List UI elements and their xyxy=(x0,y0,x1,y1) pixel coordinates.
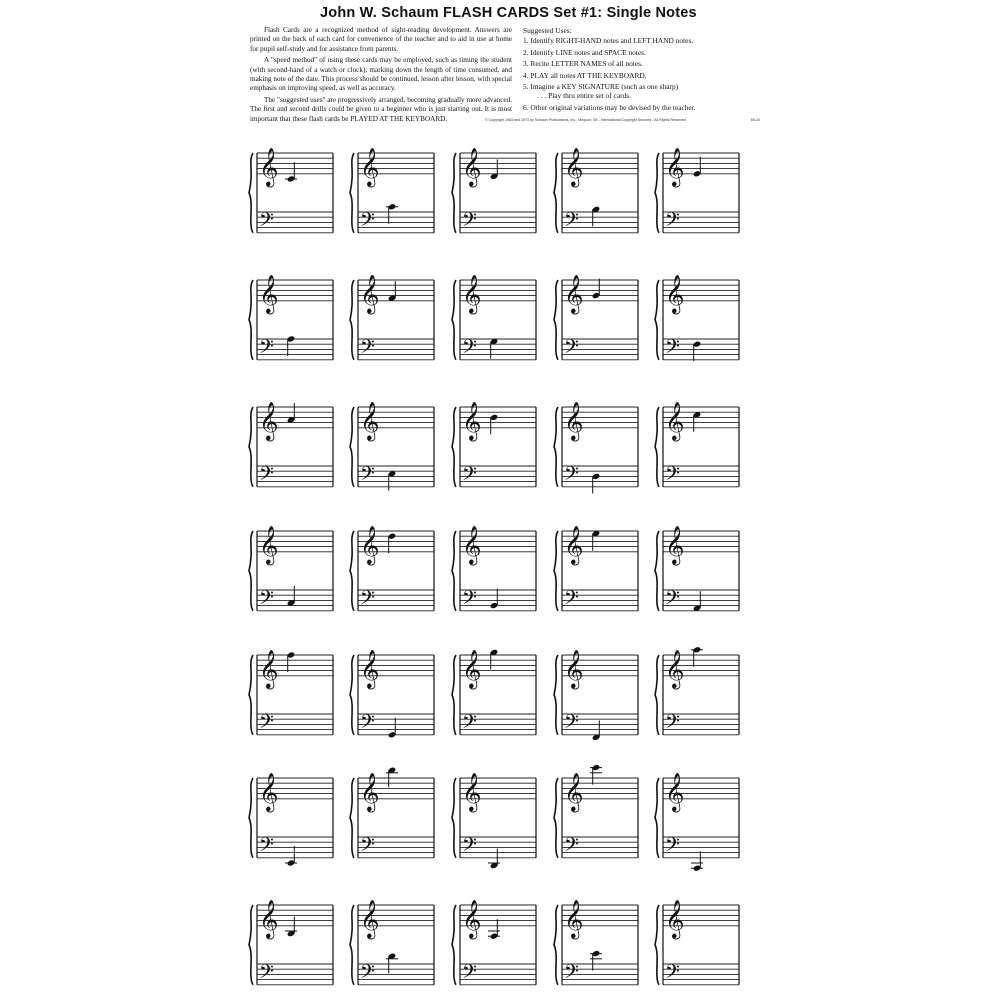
flash-card xyxy=(649,385,745,505)
flash-card xyxy=(344,883,440,1003)
flash-card xyxy=(446,633,542,753)
treble-clef-icon: 𝄞 xyxy=(360,400,380,440)
brace-icon xyxy=(554,407,558,487)
treble-clef-icon: 𝄞 xyxy=(259,146,279,186)
bass-clef-icon: 𝄢 xyxy=(259,587,274,614)
treble-clef-icon: 𝄞 xyxy=(665,648,685,688)
treble-clef-icon: 𝄞 xyxy=(665,898,685,938)
treble-clef-icon: 𝄞 xyxy=(360,146,380,186)
flash-card xyxy=(344,131,440,251)
brace-icon xyxy=(452,655,456,735)
bass-clef-icon: 𝄢 xyxy=(259,336,274,363)
treble-clef-icon: 𝄞 xyxy=(564,898,584,938)
brace-icon xyxy=(249,280,253,360)
brace-icon xyxy=(249,407,253,487)
bass-clef-icon: 𝄢 xyxy=(360,209,375,236)
brace-icon xyxy=(350,407,354,487)
flash-card xyxy=(649,633,745,753)
brace-icon xyxy=(655,153,659,233)
flash-card xyxy=(548,258,644,378)
flash-card xyxy=(548,131,644,251)
treble-clef-icon: 𝄞 xyxy=(259,524,279,564)
suggested-use-item: 5. Imagine a KEY SIGNATURE (such as one sharp) xyxy=(523,82,679,92)
flash-card xyxy=(548,385,644,505)
flash-card xyxy=(446,509,542,629)
suggested-uses-heading: Suggested Uses: xyxy=(523,26,572,35)
flash-card xyxy=(649,131,745,251)
treble-clef-icon: 𝄞 xyxy=(665,524,685,564)
treble-clef-icon: 𝄞 xyxy=(564,524,584,564)
brace-icon xyxy=(554,655,558,735)
bass-clef-icon: 𝄢 xyxy=(665,336,680,363)
bass-clef-icon: 𝄢 xyxy=(259,961,274,988)
flash-card xyxy=(344,509,440,629)
suggested-use-item: 6. Other original variations may be devised by the teacher. xyxy=(523,102,696,112)
bass-clef-icon: 𝄢 xyxy=(665,209,680,236)
bass-clef-icon: 𝄢 xyxy=(462,463,477,490)
suggested-use-item: 2. Identify LINE notes and SPACE notes. xyxy=(523,47,646,57)
bass-clef-icon: 𝄢 xyxy=(665,587,680,614)
bass-clef-icon: 𝄢 xyxy=(564,834,579,861)
brace-icon xyxy=(554,778,558,858)
flash-card xyxy=(446,756,542,876)
flash-card xyxy=(548,633,644,753)
bass-clef-icon: 𝄢 xyxy=(462,587,477,614)
flash-card xyxy=(548,883,644,1003)
treble-clef-icon: 𝄞 xyxy=(564,146,584,186)
treble-clef-icon: 𝄞 xyxy=(462,648,482,688)
flash-card xyxy=(243,385,339,505)
treble-clef-icon: 𝄞 xyxy=(259,771,279,811)
treble-clef-icon: 𝄞 xyxy=(665,771,685,811)
flash-card xyxy=(548,509,644,629)
treble-clef-icon: 𝄞 xyxy=(665,146,685,186)
treble-clef-icon: 𝄞 xyxy=(360,273,380,313)
bass-clef-icon: 𝄢 xyxy=(462,336,477,363)
flash-card xyxy=(649,258,745,378)
brace-icon xyxy=(350,655,354,735)
flash-card xyxy=(243,258,339,378)
bass-clef-icon: 𝄢 xyxy=(564,711,579,738)
brace-icon xyxy=(554,153,558,233)
brace-icon xyxy=(655,280,659,360)
bass-clef-icon: 𝄢 xyxy=(259,711,274,738)
brace-icon xyxy=(655,407,659,487)
treble-clef-icon: 𝄞 xyxy=(665,400,685,440)
treble-clef-icon: 𝄞 xyxy=(462,273,482,313)
brace-icon xyxy=(554,280,558,360)
bass-clef-icon: 𝄢 xyxy=(360,587,375,614)
brace-icon xyxy=(350,778,354,858)
treble-clef-icon: 𝄞 xyxy=(564,273,584,313)
bass-clef-icon: 𝄢 xyxy=(665,834,680,861)
bass-clef-icon: 𝄢 xyxy=(360,961,375,988)
flash-card xyxy=(243,883,339,1003)
flash-card xyxy=(446,131,542,251)
brace-icon xyxy=(452,280,456,360)
bass-clef-icon: 𝄢 xyxy=(360,711,375,738)
bass-clef-icon: 𝄢 xyxy=(259,463,274,490)
brace-icon xyxy=(350,153,354,233)
treble-clef-icon: 𝄞 xyxy=(259,648,279,688)
brace-icon xyxy=(249,531,253,611)
suggested-use-continuation: . . . Play thru entire set of cards. xyxy=(537,91,631,101)
suggested-use-item: 4. PLAY all notes AT THE KEYBOARD. xyxy=(523,70,647,80)
page-title: John W. Schaum FLASH CARDS Set #1: Single Notes xyxy=(320,5,697,21)
bass-clef-icon: 𝄢 xyxy=(360,336,375,363)
brace-icon xyxy=(452,153,456,233)
treble-clef-icon: 𝄞 xyxy=(462,400,482,440)
treble-clef-icon: 𝄞 xyxy=(259,400,279,440)
flash-card xyxy=(446,385,542,505)
brace-icon xyxy=(452,531,456,611)
bass-clef-icon: 𝄢 xyxy=(665,463,680,490)
bass-clef-icon: 𝄢 xyxy=(462,209,477,236)
treble-clef-icon: 𝄞 xyxy=(259,273,279,313)
flash-card xyxy=(243,633,339,753)
copyright-text: © Copyright 1963 and 1973 by Schaum Publications, Inc., Mequon, WI - International Copyright Secured - All Rights Reserved xyxy=(485,118,686,122)
treble-clef-icon: 𝄞 xyxy=(259,898,279,938)
treble-clef-icon: 𝄞 xyxy=(360,898,380,938)
brace-icon xyxy=(655,531,659,611)
intro-paragraph: Flash Cards are a recognized method of sight-reading development. Answers are printed on the back of each card for convenience of the teacher and to aid in use at home for pupil self-study and for assistance from parents. xyxy=(250,26,512,53)
flash-card xyxy=(344,385,440,505)
bass-clef-icon: 𝄢 xyxy=(462,711,477,738)
flash-card xyxy=(548,756,644,876)
treble-clef-icon: 𝄞 xyxy=(564,400,584,440)
flash-card xyxy=(243,756,339,876)
brace-icon xyxy=(350,531,354,611)
brace-icon xyxy=(249,655,253,735)
flash-card xyxy=(649,509,745,629)
bass-clef-icon: 𝄢 xyxy=(564,336,579,363)
bass-clef-icon: 𝄢 xyxy=(259,834,274,861)
treble-clef-icon: 𝄞 xyxy=(564,648,584,688)
bass-clef-icon: 𝄢 xyxy=(564,463,579,490)
catalog-number: 65-20 xyxy=(750,118,760,122)
intro-paragraph: A "speed method" of using these cards may be employed, such as timing the student (with second-hand of a watch or clock), marking down the length of time consumed, and making note of the date. This process should be continued, lesson after lesson, with special emphasis on improving speed, as well as accuracy. xyxy=(250,56,512,93)
brace-icon xyxy=(655,655,659,735)
treble-clef-icon: 𝄞 xyxy=(462,524,482,564)
flash-card xyxy=(243,509,339,629)
treble-clef-icon: 𝄞 xyxy=(360,771,380,811)
brace-icon xyxy=(350,280,354,360)
suggested-use-item: 1. Identify RIGHT-HAND notes and LEFT HAND notes. xyxy=(523,36,694,45)
brace-icon xyxy=(452,778,456,858)
brace-icon xyxy=(554,905,558,985)
treble-clef-icon: 𝄞 xyxy=(360,524,380,564)
suggested-use-item: 3. Recite LETTER NAMES of all notes. xyxy=(523,59,643,69)
bass-clef-icon: 𝄢 xyxy=(665,961,680,988)
brace-icon xyxy=(249,153,253,233)
brace-icon xyxy=(655,905,659,985)
bass-clef-icon: 𝄢 xyxy=(462,834,477,861)
treble-clef-icon: 𝄞 xyxy=(360,648,380,688)
treble-clef-icon: 𝄞 xyxy=(462,898,482,938)
brace-icon xyxy=(452,407,456,487)
bass-clef-icon: 𝄢 xyxy=(564,961,579,988)
flash-card xyxy=(446,258,542,378)
bass-clef-icon: 𝄢 xyxy=(360,834,375,861)
bass-clef-icon: 𝄢 xyxy=(462,961,477,988)
treble-clef-icon: 𝄞 xyxy=(462,146,482,186)
flash-card xyxy=(243,131,339,251)
bass-clef-icon: 𝄢 xyxy=(665,711,680,738)
flash-card xyxy=(649,883,745,1003)
brace-icon xyxy=(249,905,253,985)
bass-clef-icon: 𝄢 xyxy=(564,209,579,236)
treble-clef-icon: 𝄞 xyxy=(665,273,685,313)
intro-paragraph: The "suggested uses" are progressively arranged, becoming gradually more advanced. The first and second drills could be given to a beginner who is just starting out. It is most important that these flash cards be PLAYED AT THE KEYBOARD. xyxy=(250,95,512,123)
flash-card xyxy=(649,756,745,876)
bass-clef-icon: 𝄢 xyxy=(360,463,375,490)
brace-icon xyxy=(554,531,558,611)
bass-clef-icon: 𝄢 xyxy=(564,587,579,614)
treble-clef-icon: 𝄞 xyxy=(462,771,482,811)
brace-icon xyxy=(452,905,456,985)
flash-card xyxy=(344,633,440,753)
flash-card xyxy=(344,756,440,876)
flash-card xyxy=(446,883,542,1003)
bass-clef-icon: 𝄢 xyxy=(259,209,274,236)
brace-icon xyxy=(249,778,253,858)
brace-icon xyxy=(350,905,354,985)
treble-clef-icon: 𝄞 xyxy=(564,771,584,811)
brace-icon xyxy=(655,778,659,858)
flash-card xyxy=(344,258,440,378)
